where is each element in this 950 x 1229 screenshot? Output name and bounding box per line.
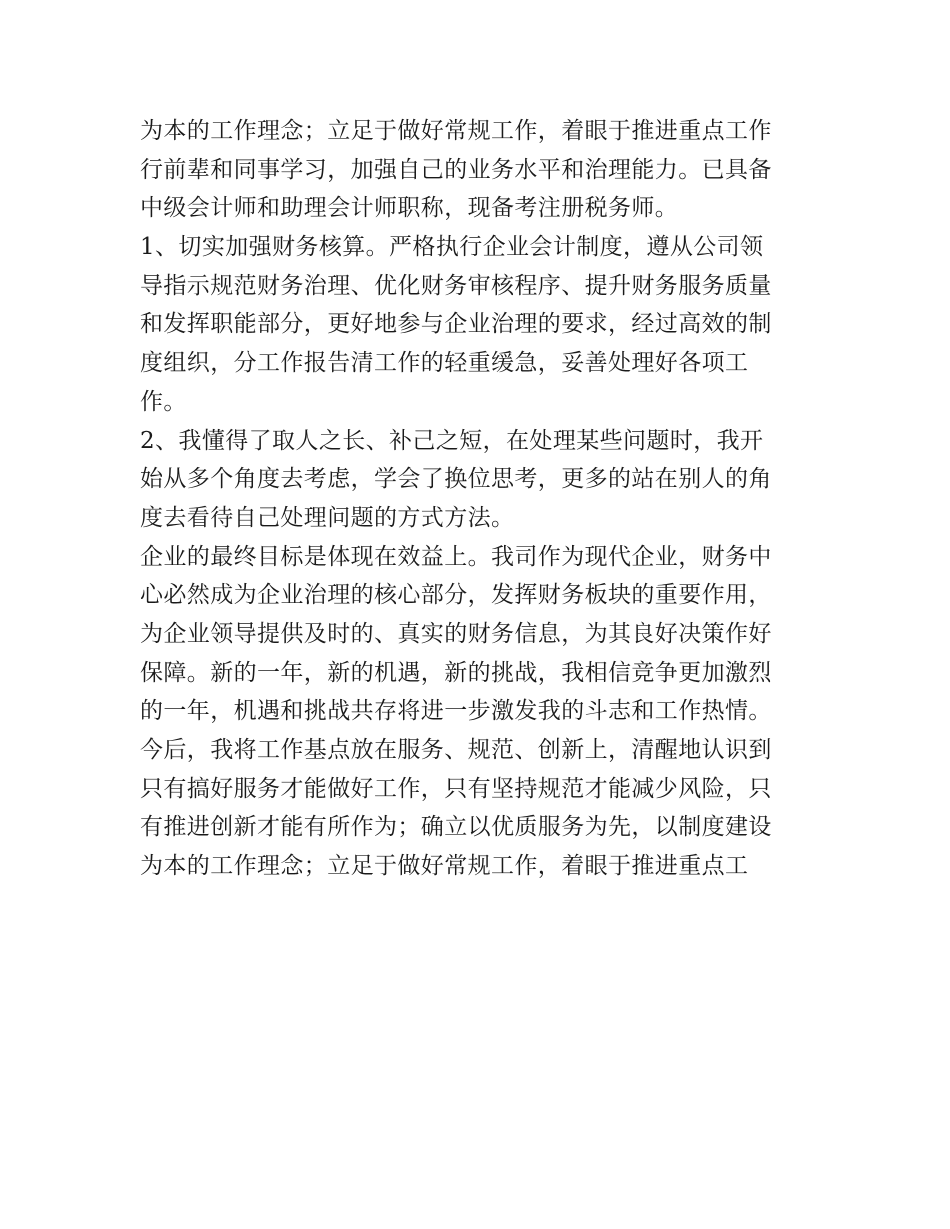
text-line-2: 行前辈和同事学习，加强自己的业务水平和治理能力。已具备: [140, 156, 772, 183]
text-line-17: 今后，我将工作基点放在服务、规范、创新上，清醒地认识到: [140, 737, 772, 763]
text-line-12: 企业的最终目标是体现在效益上。我司作为现代企业，财务中: [140, 543, 772, 570]
text-line-14: 为企业领导提供及时的、真实的财务信息，为其良好决策作好: [140, 620, 772, 647]
text-line-20: 为本的工作理念；立足于做好常规工作，着眼于推进重点工: [140, 853, 749, 880]
text-line-5: 导指示规范财务治理、优化财务审核程序、提升财务服务质量: [140, 272, 772, 299]
text-line-16: 的一年，机遇和挑战共存将进一步激发我的斗志和工作热情。: [140, 698, 772, 725]
text-line-11: 度去看待自己处理问题的方式方法。: [140, 504, 515, 531]
text-line-15: 保障。新的一年，新的机遇，新的挑战，我相信竞争更加激烈: [140, 659, 772, 686]
document-body: [140, 112, 830, 886]
text-line-8: 作。: [140, 388, 187, 415]
text-line-13: 心必然成为企业治理的核心部分，发挥财务板块的重要作用，: [140, 582, 772, 609]
text-line-3: 中级会计师和助理会计师职称，现备考注册税务师。: [140, 195, 679, 222]
text-line-19: 有推进创新才能有所作为；确立以优质服务为先，以制度建设: [140, 814, 772, 841]
text-line-7: 度组织，分工作报告清工作的轻重缓急，妥善处理好各项工: [140, 350, 749, 377]
text-line-10: 始从多个角度去考虑，学会了换位思考，更多的站在别人的角: [140, 466, 772, 493]
text-line-9: 2、我懂得了取人之长、补己之短，在处理某些问题时，我开: [140, 427, 764, 454]
text-line-4: 1、切实加强财务核算。严格执行企业会计制度，遵从公司领: [140, 234, 764, 261]
text-line-1: 为本的工作理念；立足于做好常规工作，着眼于推进重点工作: [140, 118, 772, 144]
text-line-6: 和发挥职能部分，更好地参与企业治理的要求，经过高效的制: [140, 311, 772, 338]
text-line-18: 只有搞好服务才能做好工作，只有坚持规范才能减少风险，只: [140, 775, 772, 802]
